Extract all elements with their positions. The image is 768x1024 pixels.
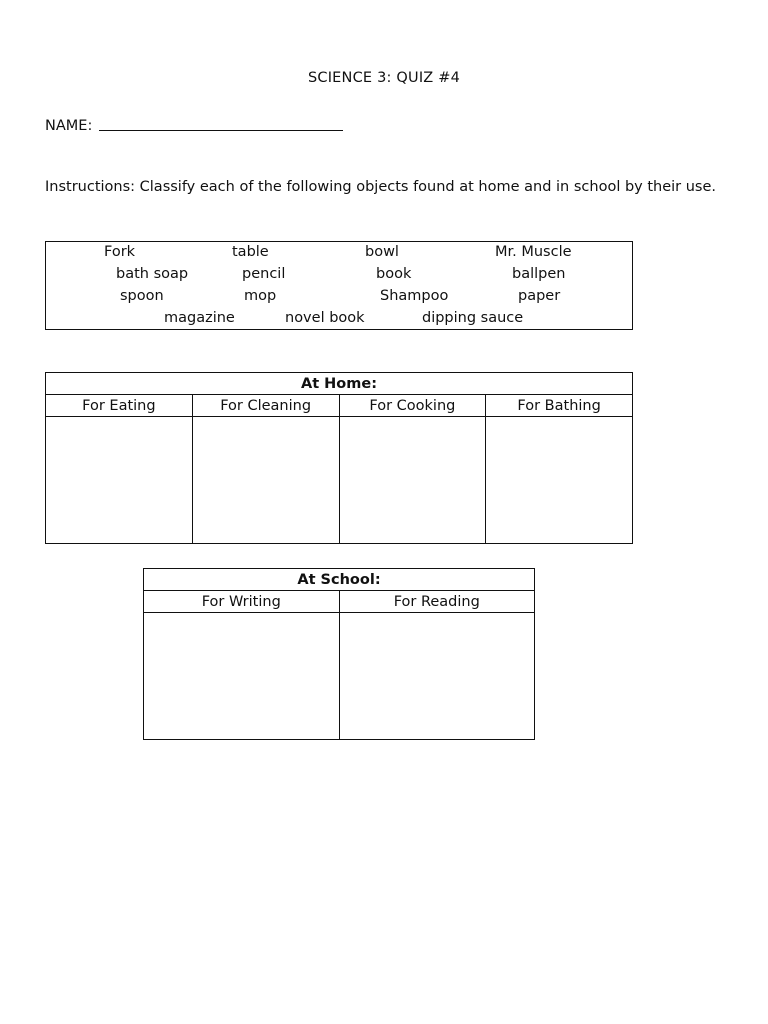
answer-cell-bathing[interactable] [486,417,633,544]
word-bank-item: dipping sauce [422,310,524,326]
at-school-heading: At School: [144,569,535,591]
at-home-table [45,372,633,544]
word-bank-item: Mr. Muscle [495,244,572,260]
word-bank-item: pencil [242,266,286,282]
answer-cell-writing[interactable] [144,613,340,740]
word-bank-item: Shampoo [380,288,449,304]
word-bank-item: magazine [164,310,235,326]
answer-cell-reading[interactable] [339,613,535,740]
word-bank-item: bath soap [116,266,189,282]
answer-cell-eating[interactable] [46,417,193,544]
word-bank-item: spoon [120,288,164,304]
word-bank-item: mop [244,288,277,304]
answer-cell-cleaning[interactable] [192,417,339,544]
column-header-cooking: For Cooking [339,395,486,417]
instructions: Instructions: Classify each of the following objects found at home and in school by their use. [45,179,717,195]
column-header-bathing: For Bathing [486,395,633,417]
name-label: NAME: [45,118,93,134]
word-bank-item: book [376,266,412,282]
at-school-table [143,568,535,740]
column-header-eating: For Eating [46,395,193,417]
name-blank-line[interactable] [99,114,343,131]
word-bank-item: table [232,244,269,260]
word-bank [45,241,633,330]
name-field [45,114,343,134]
at-home-heading: At Home: [46,373,633,395]
column-header-writing: For Writing [144,591,340,613]
word-bank-item: novel book [285,310,365,326]
answer-cell-cooking[interactable] [339,417,486,544]
word-bank-item: Fork [104,244,136,260]
column-header-cleaning: For Cleaning [192,395,339,417]
word-bank-item: paper [518,288,561,304]
quiz-title: SCIENCE 3: QUIZ #4 [307,70,461,86]
word-bank-item: bowl [365,244,399,260]
column-header-reading: For Reading [339,591,535,613]
word-bank-item: ballpen [512,266,566,282]
